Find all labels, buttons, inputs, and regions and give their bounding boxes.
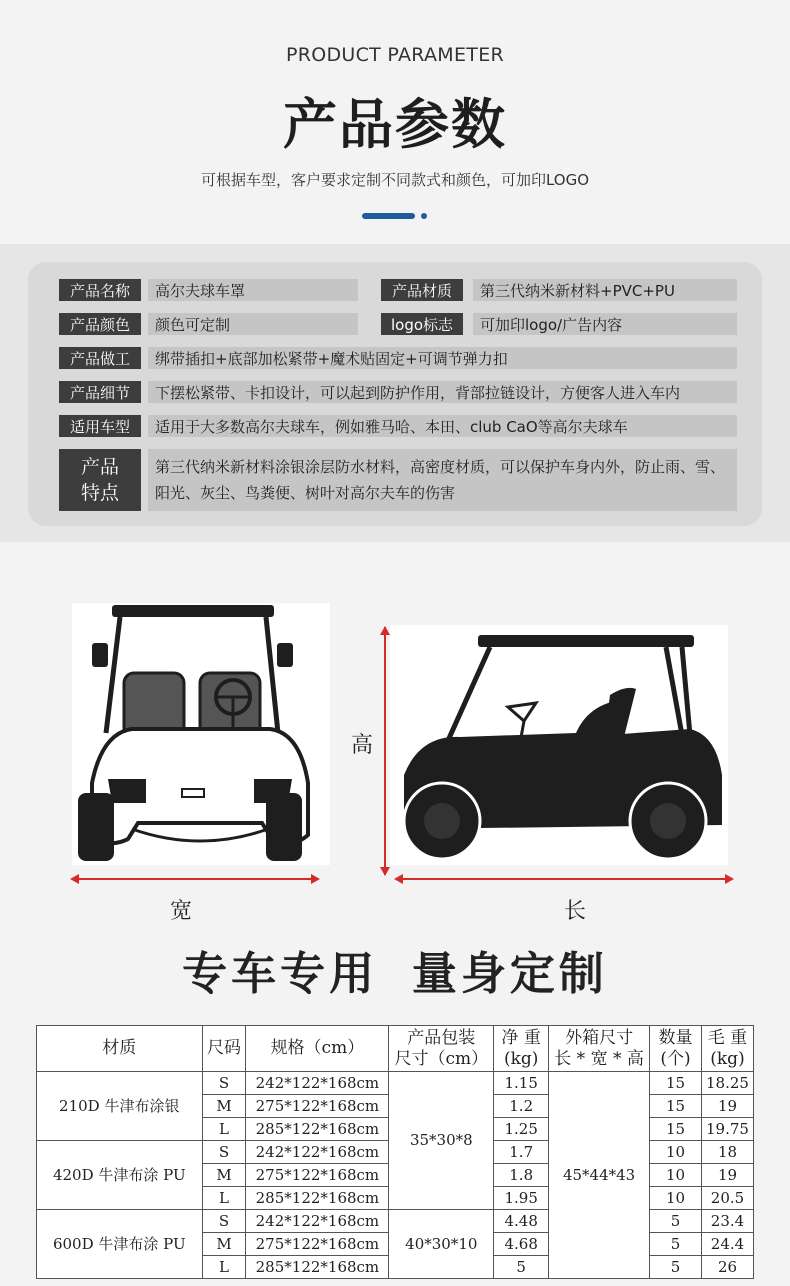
height-arrow-bottom-head — [380, 867, 390, 876]
size-cell: L — [202, 1256, 246, 1279]
spec-cell: 242*122*168cm — [246, 1210, 389, 1233]
size-cell: M — [202, 1095, 246, 1118]
header-gross-weight: 毛 重 (kg) — [701, 1026, 753, 1072]
spec-cell: 275*122*168cm — [246, 1095, 389, 1118]
size-cell: L — [202, 1187, 246, 1210]
quantity-cell: 10 — [650, 1164, 702, 1187]
spec-cell: 285*122*168cm — [246, 1256, 389, 1279]
length-arrow-right-head — [725, 874, 734, 884]
width-arrow-left-head — [70, 874, 79, 884]
logo-value: 可加印logo/广告内容 — [473, 313, 737, 335]
product-feature-label-line2: 特点 — [80, 482, 119, 504]
applicable-model-value: 适用于大多数高尔夫球车，例如雅马哈、本田、club CaO等高尔夫球车 — [148, 415, 737, 437]
applicable-model-label: 适用车型 — [59, 415, 141, 437]
header-material: 材质 — [37, 1026, 203, 1072]
spec-cell: 275*122*168cm — [246, 1233, 389, 1256]
gross-weight-cell: 19.75 — [701, 1118, 753, 1141]
gross-weight-cell: 23.4 — [701, 1210, 753, 1233]
net-weight-cell: 1.2 — [494, 1095, 549, 1118]
net-weight-cell: 4.68 — [494, 1233, 549, 1256]
header-quantity: 数量 (个) — [650, 1026, 702, 1072]
product-feature-value: 第三代纳米新材料涂银涂层防水材料，高密度材质，可以保护车身内外，防止雨、雪、阳光、灰尘、鸟粪便、树叶对高尔夫车的伤害 — [148, 449, 737, 511]
spec-cell: 285*122*168cm — [246, 1187, 389, 1210]
page-header — [0, 0, 790, 245]
gross-weight-cell: 26 — [701, 1256, 753, 1279]
net-weight-cell: 1.15 — [494, 1072, 549, 1095]
size-cell: S — [202, 1072, 246, 1095]
decorative-bar — [362, 213, 415, 219]
material-cell: 420D 牛津布涂 PU — [37, 1141, 203, 1210]
dimension-diagram — [0, 542, 790, 942]
material-cell: 210D 牛津布涂银 — [37, 1072, 203, 1141]
golf-cart-side-view — [390, 625, 728, 865]
box-size-cell: 45*44*43 — [549, 1072, 650, 1279]
quantity-cell: 5 — [650, 1233, 702, 1256]
gross-weight-cell: 24.4 — [701, 1233, 753, 1256]
size-cell: L — [202, 1118, 246, 1141]
width-arrow-right-head — [311, 874, 320, 884]
net-weight-cell: 4.48 — [494, 1210, 549, 1233]
net-weight-cell: 1.25 — [494, 1118, 549, 1141]
logo-label: logo标志 — [381, 313, 463, 335]
slogan: 专车专用 量身定制 — [182, 947, 608, 1000]
header-net-weight: 净 重 (kg) — [494, 1026, 549, 1072]
quantity-cell: 10 — [650, 1141, 702, 1164]
product-detail-label: 产品细节 — [59, 381, 141, 403]
quantity-cell: 15 — [650, 1118, 702, 1141]
gross-weight-cell: 19 — [701, 1164, 753, 1187]
header-pack-size: 产品包装 尺寸（cm） — [389, 1026, 494, 1072]
header-size: 尺码 — [202, 1026, 246, 1072]
product-color-label: 产品颜色 — [59, 313, 141, 335]
length-arrow — [396, 878, 732, 880]
quantity-cell: 15 — [650, 1095, 702, 1118]
width-arrow — [72, 878, 318, 880]
product-craft-label: 产品做工 — [59, 347, 141, 369]
size-cell: S — [202, 1141, 246, 1164]
height-arrow-top-head — [380, 626, 390, 635]
product-detail-value: 下摆松紧带、卡扣设计，可以起到防护作用，背部拉链设计，方便客人进入车内 — [148, 381, 737, 403]
product-material-label: 产品材质 — [381, 279, 463, 301]
spec-cell: 275*122*168cm — [246, 1164, 389, 1187]
page-title: 产品参数 — [283, 93, 507, 156]
table-header-row — [37, 1026, 754, 1072]
width-label: 宽 — [170, 899, 193, 924]
length-label: 长 — [564, 899, 587, 924]
decorative-dot — [421, 213, 427, 219]
net-weight-cell: 1.8 — [494, 1164, 549, 1187]
pack-size-cell: 35*30*8 — [389, 1072, 494, 1210]
spec-cell: 242*122*168cm — [246, 1072, 389, 1095]
quantity-cell: 15 — [650, 1072, 702, 1095]
product-color-value: 颜色可定制 — [148, 313, 358, 335]
quantity-cell: 10 — [650, 1187, 702, 1210]
gross-weight-cell: 19 — [701, 1095, 753, 1118]
spec-cell: 242*122*168cm — [246, 1141, 389, 1164]
product-craft-value: 绑带插扣+底部加松紧带+魔术贴固定+可调节弹力扣 — [148, 347, 737, 369]
net-weight-cell: 1.95 — [494, 1187, 549, 1210]
header-box-size: 外箱尺寸 长 * 宽 * 高 — [549, 1026, 650, 1072]
height-label: 高 — [351, 733, 374, 758]
product-material-value: 第三代纳米新材料+PVC+PU — [473, 279, 737, 301]
net-weight-cell: 5 — [494, 1256, 549, 1279]
net-weight-cell: 1.7 — [494, 1141, 549, 1164]
gross-weight-cell: 18 — [701, 1141, 753, 1164]
header-spec: 规格（cm） — [246, 1026, 389, 1072]
size-cell: S — [202, 1210, 246, 1233]
table-row — [37, 1072, 754, 1095]
english-title: PRODUCT PARAMETER — [285, 44, 505, 66]
product-name-value: 高尔夫球车罩 — [148, 279, 358, 301]
page-subtitle: 可根据车型，客户要求定制不同款式和颜色，可加印LOGO — [200, 171, 590, 189]
product-feature-label — [59, 449, 141, 511]
spec-cell: 285*122*168cm — [246, 1118, 389, 1141]
size-cell: M — [202, 1233, 246, 1256]
spec-table — [36, 1025, 754, 1279]
quantity-cell: 5 — [650, 1256, 702, 1279]
pack-size-cell: 40*30*10 — [389, 1210, 494, 1279]
gross-weight-cell: 18.25 — [701, 1072, 753, 1095]
product-name-label: 产品名称 — [59, 279, 141, 301]
product-feature-label-line1: 产品 — [80, 456, 119, 478]
quantity-cell: 5 — [650, 1210, 702, 1233]
material-cell: 600D 牛津布涂 PU — [37, 1210, 203, 1279]
size-cell: M — [202, 1164, 246, 1187]
golf-cart-front-view — [72, 603, 330, 865]
gross-weight-cell: 20.5 — [701, 1187, 753, 1210]
length-arrow-left-head — [394, 874, 403, 884]
height-arrow — [384, 627, 386, 875]
